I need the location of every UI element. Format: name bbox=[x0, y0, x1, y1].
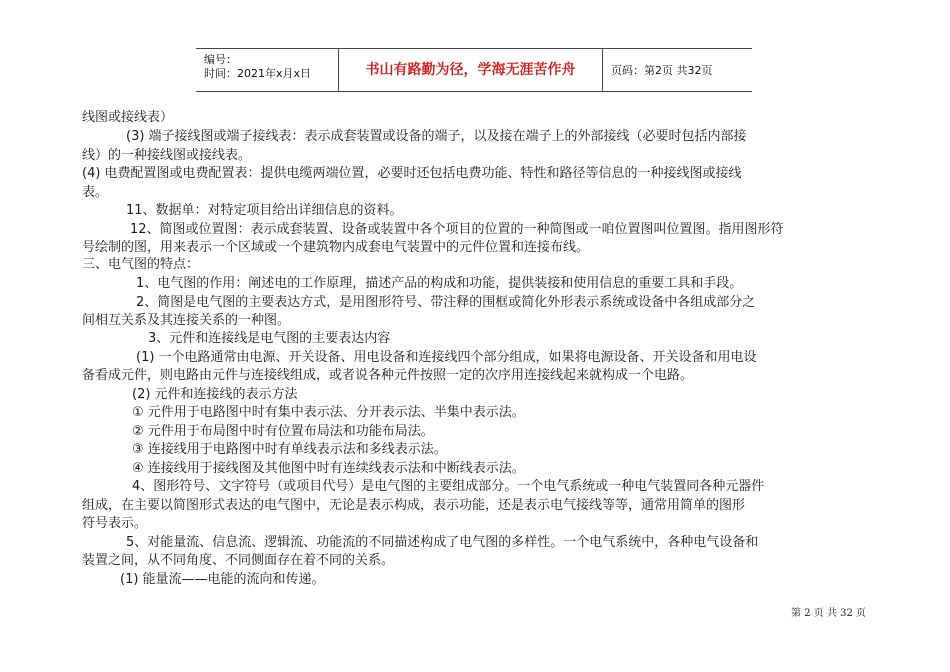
text-line: 3、元件和连接线是电气图的主要表达内容 bbox=[148, 331, 391, 346]
list-item: ② 元件用于布局图中时有位置布局法和功能布局法。 bbox=[132, 424, 434, 439]
text-line: 间相互关系及其连接关系的一种图。 bbox=[82, 313, 291, 328]
text-line: 11、数据单：对特定项目给出详细信息的资料。 bbox=[126, 203, 403, 218]
text-line: 号绘制的图，用来表示一个区域或一个建筑物内成套电气装置中的元件位置和连接布线。 bbox=[82, 240, 590, 255]
page-code: 页码：第2页 共32页 bbox=[611, 64, 713, 77]
text-line: 装置之间，从不同角度、不同侧面存在着不同的关系。 bbox=[82, 553, 395, 568]
page-footer: 第 2 页 共 32 页 bbox=[791, 608, 866, 619]
number-label: 编号： bbox=[204, 53, 237, 66]
text-line: 备看成元件，则电路由元件与连接线组成，或者说各种元件按照一定的次序用连接线起来就构成一个电路。 bbox=[82, 368, 694, 383]
text-line: 符号表示。 bbox=[82, 516, 148, 531]
list-item: ① 元件用于电路图中时有集中表示法、分开表示法、半集中表示法。 bbox=[132, 405, 525, 420]
text-line: (1) 一个电路通常由电源、开关设备、用电设备和连接线四个部分组成，如果将电源设备、开关设备和用电设 bbox=[136, 350, 757, 365]
text-line: 线图或接线表） bbox=[82, 110, 174, 125]
time-label: 时间：2021年x月x日 bbox=[204, 67, 312, 80]
motto-text: 书山有路勤为径，学海无涯苦作舟 bbox=[365, 62, 576, 78]
header-page-cell bbox=[603, 49, 752, 91]
list-item: ③ 连接线用于电路图中时有单线表示法和多线表示法。 bbox=[132, 442, 447, 457]
text-line: 12、简图或位置图：表示成套装置、设备或装置中各个项目的位置的一种简图或一咱位置图叫位置图。指用图形符 bbox=[130, 222, 784, 237]
text-line: 线）的一种接线图或接线表。 bbox=[82, 148, 252, 163]
text-line: (2) 元件和连接线的表示方法 bbox=[132, 387, 298, 402]
text-line: (1) 能量流——电能的流向和传递。 bbox=[120, 572, 325, 587]
list-item: ④ 连接线用于接线图及其他图中时有连续线表示法和中断线表示法。 bbox=[132, 461, 525, 476]
text-line: 2、简图是电气图的主要表达方式，是用图形符号、带注释的围框或简化外形表示系统或设备中各组成部分之 bbox=[136, 295, 756, 310]
text-line: (4) 电费配置图或电费配置表：提供电缆两端位置，必要时还包括电费功能、特性和路径等信息的一种接线图或接线 bbox=[82, 166, 742, 181]
header-motto-cell bbox=[339, 49, 603, 91]
page-header bbox=[196, 48, 752, 92]
header-meta-cell bbox=[196, 49, 339, 91]
text-line: 表。 bbox=[82, 185, 109, 200]
text-line: 4、图形符号、文字符号（或项目代号）是电气图的主要组成部分。一个电气系统或一种电气装置同各种元器件 bbox=[132, 479, 765, 494]
section-heading: 三、电气图的特点： bbox=[82, 257, 200, 272]
text-line: 组成，在主要以简图形式表达的电气图中，无论是表示构成，表示功能，还是表示电气接线等等，通常用简单的图形 bbox=[82, 498, 746, 513]
text-line: 5、对能量流、信息流、逻辑流、功能流的不同描述构成了电气图的多样性。一个电气系统中，各种电气设备和 bbox=[126, 535, 759, 550]
text-line: (3) 端子接线图或端子接线表：表示成套装置或设备的端子，以及接在端子上的外部接线（必要时包括内部接 bbox=[126, 129, 747, 144]
text-line: 1、电气图的作用：阐述电的工作原理，描述产品的构成和功能，提供装接和使用信息的重要工具和手段。 bbox=[136, 276, 743, 291]
